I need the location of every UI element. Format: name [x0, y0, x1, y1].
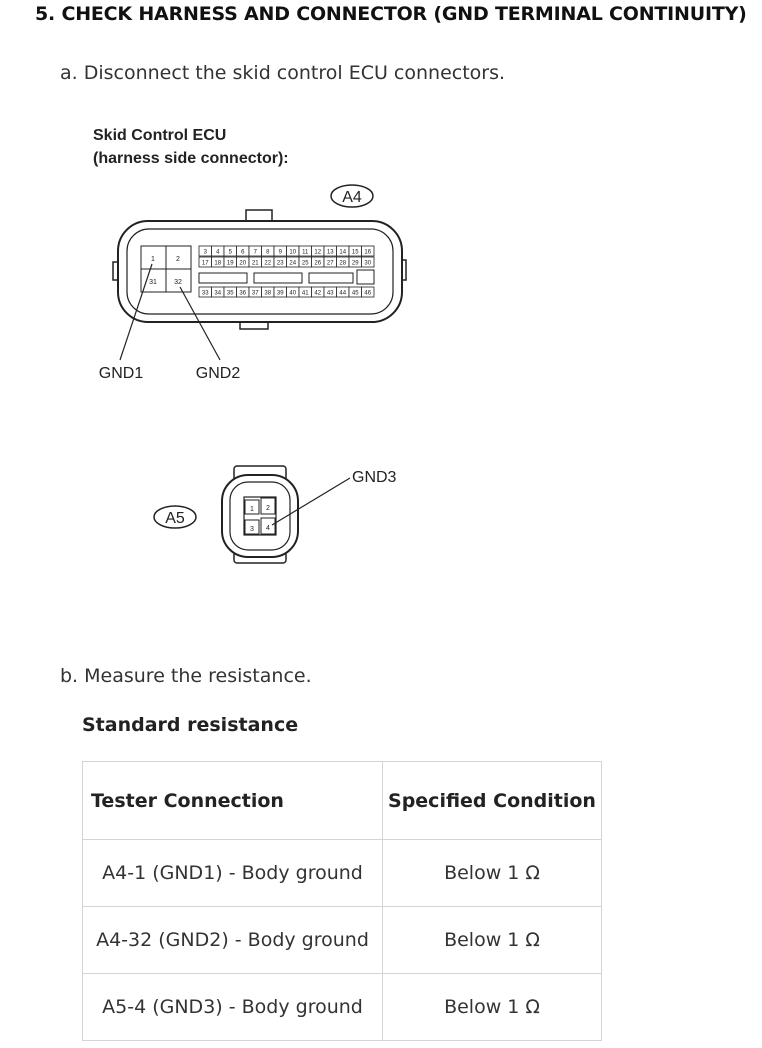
tester-connection-cell: A4-32 (GND2) - Body ground	[83, 907, 383, 974]
page-heading: 5. CHECK HARNESS AND CONNECTOR (GND TERMINAL CONTINUITY)	[35, 3, 747, 25]
a4-pin-44: 44	[339, 290, 347, 297]
a4-pin-18: 18	[214, 260, 222, 267]
specified-condition-cell: Below 1 Ω	[383, 840, 602, 907]
a4-pin-4: 4	[216, 249, 220, 256]
standard-resistance-label: Standard resistance	[82, 714, 299, 736]
table-row	[83, 974, 602, 1041]
a4-pin-25: 25	[301, 260, 309, 267]
a4-pin-11: 11	[302, 249, 309, 256]
a4-pin-46: 46	[364, 290, 372, 297]
a4-pin-39: 39	[276, 290, 284, 297]
tester-connection-cell: A5-4 (GND3) - Body ground	[83, 974, 383, 1041]
a5-pin-4: 4	[266, 525, 270, 532]
a5-connector	[222, 466, 298, 563]
a4-pin-8: 8	[266, 249, 270, 256]
a4-pin-34: 34	[214, 290, 222, 297]
a4-pin-41: 41	[301, 290, 309, 297]
a4-pin-21: 21	[251, 260, 259, 267]
a4-label: A4	[342, 189, 362, 206]
gnd3-label: GND3	[352, 469, 397, 486]
a5-pin-1: 1	[250, 506, 254, 513]
a4-pin-22: 22	[264, 260, 272, 267]
table-row	[83, 907, 602, 974]
a4-pin-24: 24	[289, 260, 297, 267]
a4-pin-37: 37	[251, 290, 259, 297]
gnd2-label: GND2	[195, 365, 241, 382]
header-tester-connection: Tester Connection	[83, 762, 383, 840]
a4-pin-33: 33	[201, 290, 209, 297]
table-header-row	[83, 762, 602, 840]
header-specified-condition: Specified Condition	[383, 762, 602, 840]
diagram-title-line2: (harness side connector):	[93, 150, 289, 167]
specified-condition-cell: Below 1 Ω	[383, 907, 602, 974]
tester-connection-cell: A4-1 (GND1) - Body ground	[83, 840, 383, 907]
a4-pin-19: 19	[226, 260, 234, 267]
a4-pin-42: 42	[314, 290, 322, 297]
a4-pin-35: 35	[226, 290, 234, 297]
a4-pin-9: 9	[278, 249, 282, 256]
a5-label: A5	[165, 510, 185, 527]
a4-pin-29: 29	[351, 260, 359, 267]
a4-pin-7: 7	[253, 249, 257, 256]
specified-condition-cell: Below 1 Ω	[383, 974, 602, 1041]
a4-pin-28: 28	[339, 260, 347, 267]
a4-pin-12: 12	[314, 249, 322, 256]
a4-pin-13: 13	[326, 249, 334, 256]
a4-connector	[113, 210, 406, 329]
a4-pin-1: 1	[151, 256, 155, 263]
a4-pin-26: 26	[314, 260, 322, 267]
a4-pin-6: 6	[241, 249, 245, 256]
a4-pin-row-bottom	[199, 287, 374, 297]
a5-pin-3: 3	[250, 526, 254, 533]
a5-pin-2: 2	[266, 505, 270, 512]
a4-pin-31: 31	[149, 279, 157, 286]
a4-pin-38: 38	[264, 290, 272, 297]
a4-pin-43: 43	[326, 290, 334, 297]
a4-pin-row-top	[199, 246, 374, 256]
diagram-title-line1: Skid Control ECU	[93, 127, 227, 144]
step-b-text: b. Measure the resistance.	[60, 665, 312, 687]
a4-pin-23: 23	[276, 260, 284, 267]
a4-pin-45: 45	[351, 290, 359, 297]
a4-pin-40: 40	[289, 290, 297, 297]
a4-pin-16: 16	[364, 249, 372, 256]
a4-pin-row-middle	[199, 257, 374, 267]
a4-pin-27: 27	[326, 260, 334, 267]
resistance-table	[82, 761, 602, 1041]
a4-pin-32: 32	[174, 279, 182, 286]
a4-pin-15: 15	[351, 249, 359, 256]
a4-pin-14: 14	[339, 249, 347, 256]
a4-pin-20: 20	[239, 260, 247, 267]
step-a-text: a. Disconnect the skid control ECU connectors.	[60, 62, 506, 84]
a4-pin-10: 10	[289, 249, 297, 256]
gnd1-label: GND1	[98, 365, 144, 382]
table-row	[83, 840, 602, 907]
a4-pin-3: 3	[203, 249, 207, 256]
a4-pin-36: 36	[239, 290, 247, 297]
a4-pin-17: 17	[201, 260, 209, 267]
a4-pin-30: 30	[364, 260, 372, 267]
a4-pin-5: 5	[228, 249, 232, 256]
a4-pin-2: 2	[176, 256, 180, 263]
